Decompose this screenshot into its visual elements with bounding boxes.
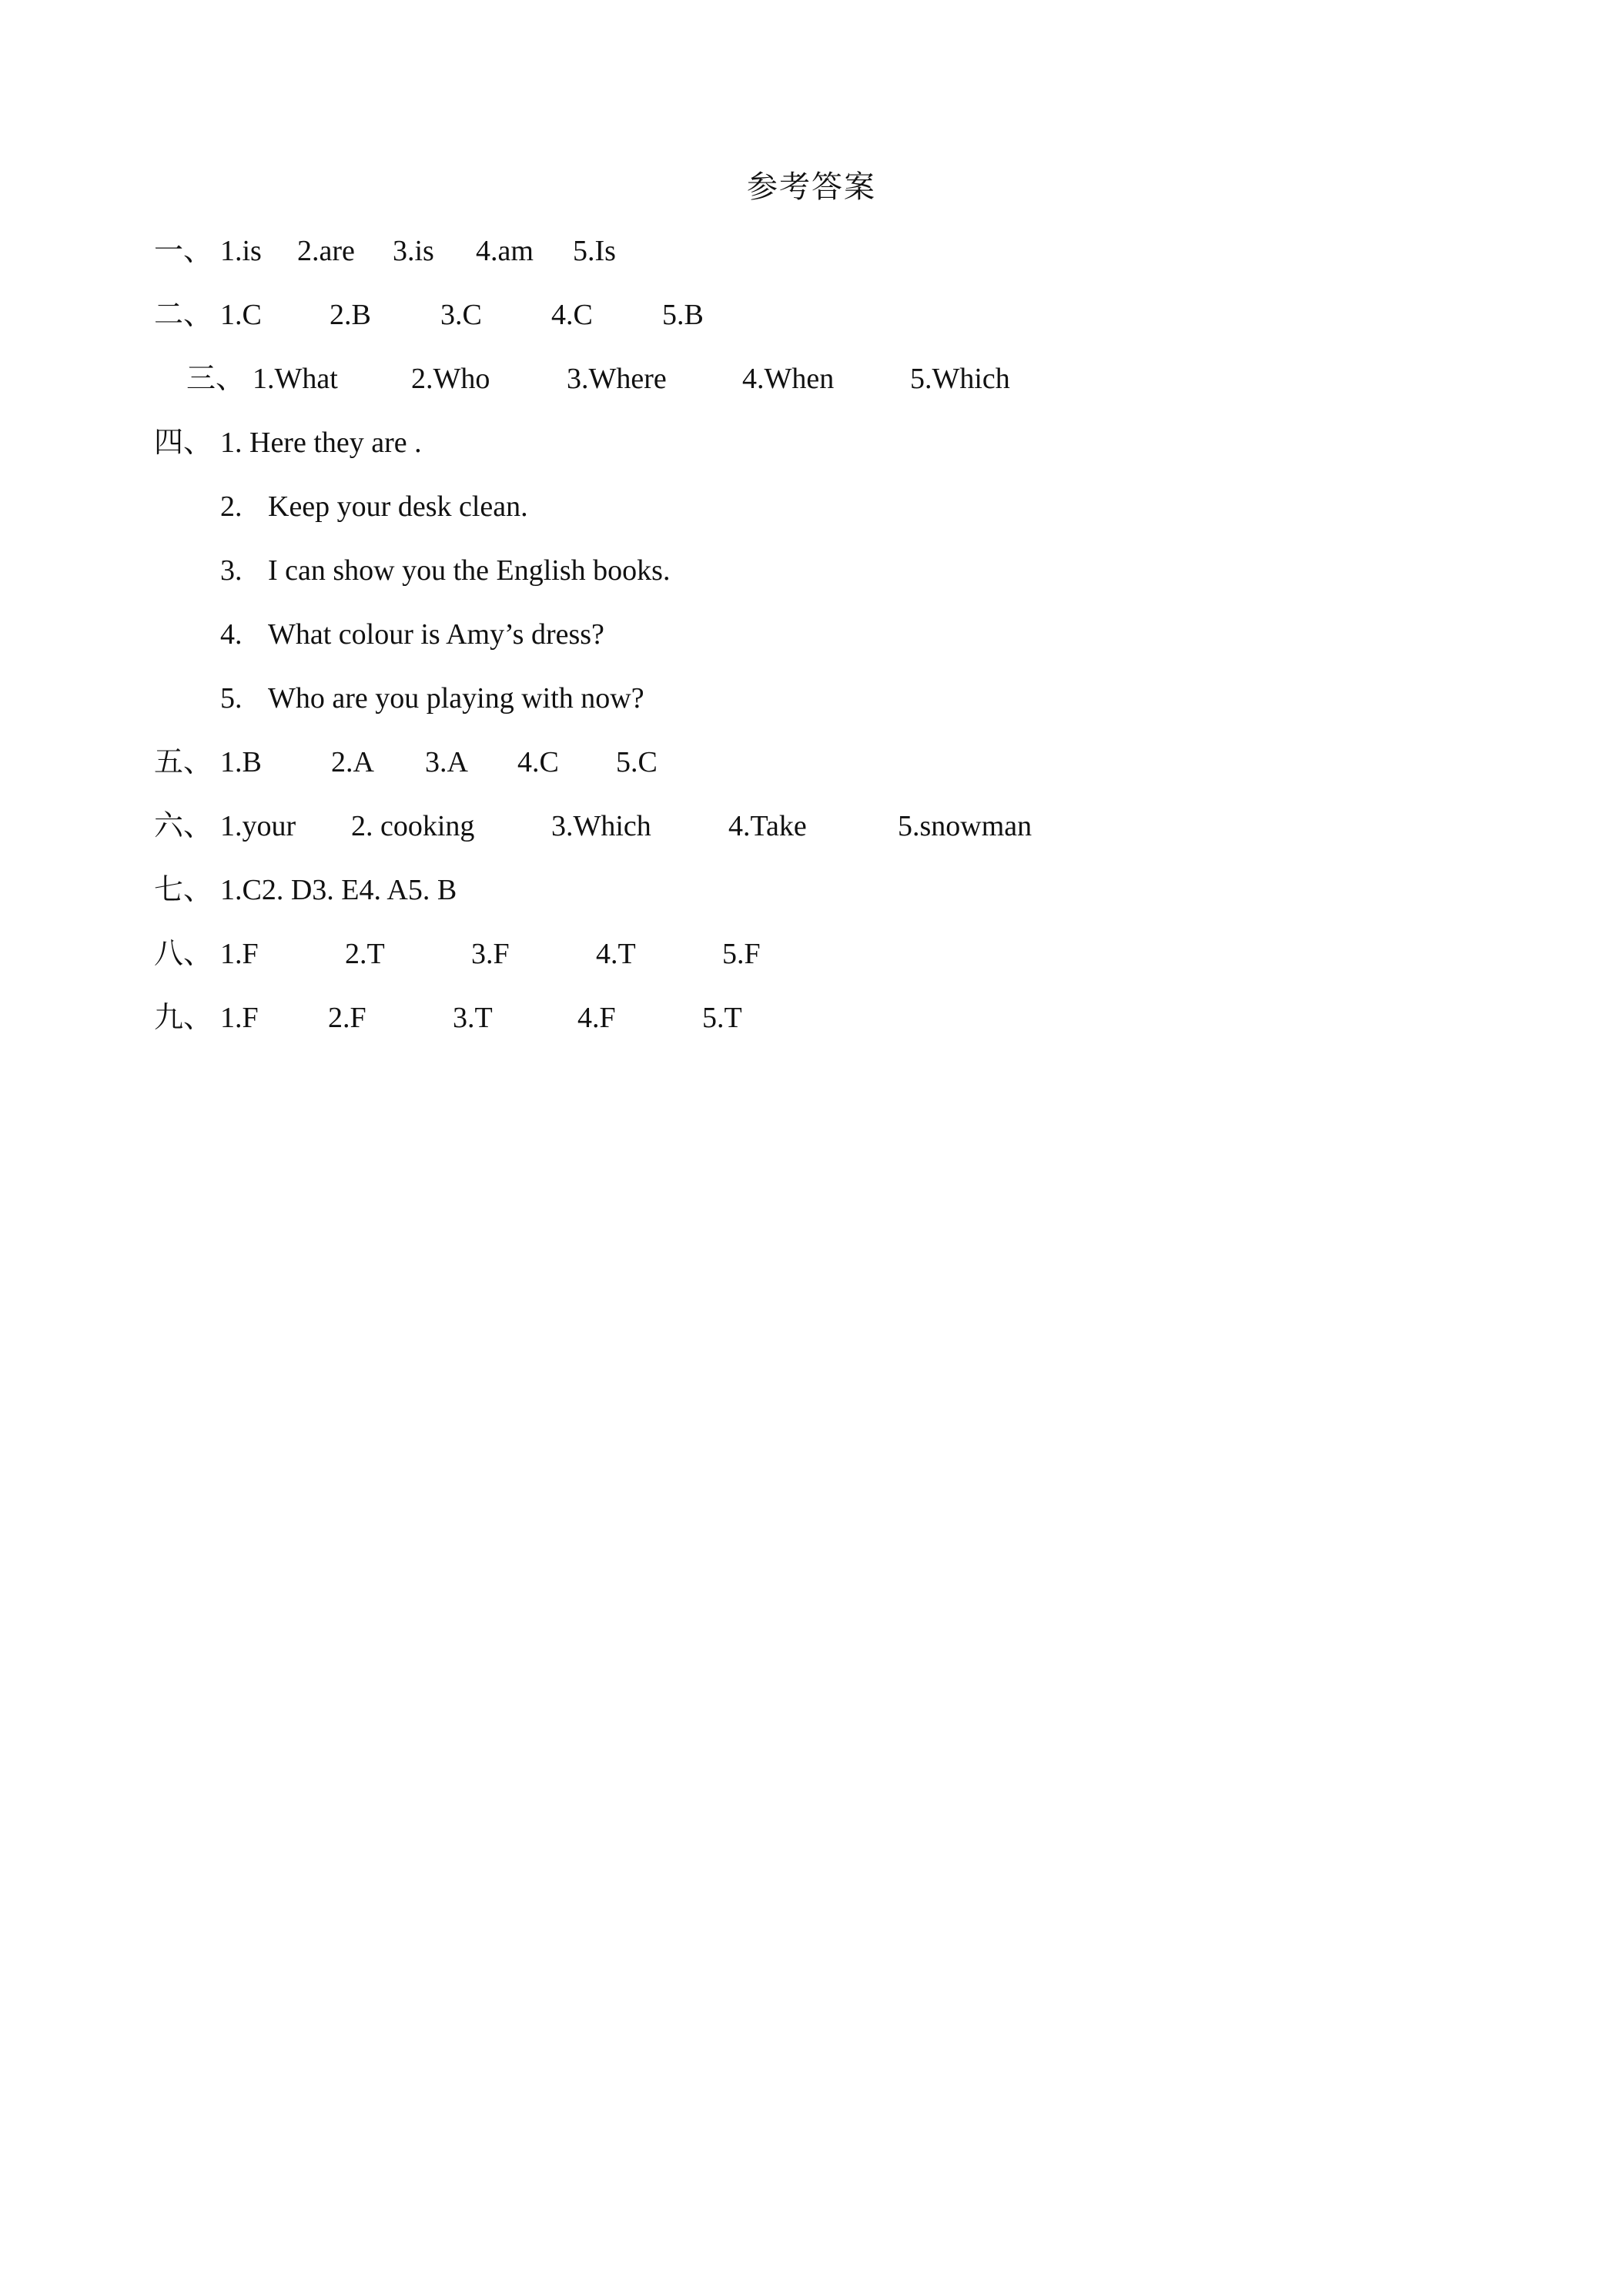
answer: 1.is <box>220 235 262 267</box>
section-label: 一、 <box>154 235 213 267</box>
answer: 2.Who <box>411 363 490 395</box>
answer: 1.your <box>220 810 296 842</box>
item-text: I can show you the English books. <box>268 554 671 587</box>
section-label: 五、 <box>154 746 213 778</box>
answer: 3.A <box>425 746 468 778</box>
answer: 5.B <box>662 299 704 331</box>
section-label: 二、 <box>154 299 213 331</box>
section-label: 四、 <box>154 427 213 459</box>
answer: 1.What <box>253 363 338 395</box>
answer: 2.F <box>328 1002 366 1034</box>
item-text: Keep your desk clean. <box>268 490 528 523</box>
answer: 3.is <box>393 235 434 267</box>
section-label: 六、 <box>154 810 213 842</box>
section-label: 三、 <box>186 363 246 395</box>
answer: 4.am <box>476 235 534 267</box>
section-label: 七、 <box>154 874 213 906</box>
answer: 1.C2. D3. E4. A5. B <box>220 874 457 906</box>
answer: 5.Which <box>910 363 1010 395</box>
answer: 5.C <box>616 746 658 778</box>
item-number: 4. <box>220 618 243 651</box>
answer: 2.A <box>331 746 374 778</box>
answer: 3.F <box>471 938 510 970</box>
answer: 4.T <box>596 938 636 970</box>
section-label: 九、 <box>154 1002 213 1034</box>
page-title: 参考答案 <box>747 169 876 204</box>
section-label: 八、 <box>154 938 213 970</box>
answer: 4.F <box>577 1002 616 1034</box>
answer: 1.B <box>220 746 262 778</box>
answer: 5.F <box>722 938 761 970</box>
answer: 1. Here they are . <box>220 427 422 459</box>
answer: 2. cooking <box>351 810 475 842</box>
answer: 3.T <box>453 1002 493 1034</box>
answer: 1.F <box>220 1002 259 1034</box>
answer: 1.C <box>220 299 262 331</box>
answer: 3.Where <box>567 363 667 395</box>
answer: 5.snowman <box>898 810 1032 842</box>
answer: 4.C <box>517 746 559 778</box>
answer: 5.T <box>702 1002 742 1034</box>
item-text: Who are you playing with now? <box>268 682 644 715</box>
answer: 4.When <box>742 363 835 395</box>
answer: 3.C <box>440 299 482 331</box>
item-text: What colour is Amy’s dress? <box>268 618 604 651</box>
answer: 2.B <box>330 299 371 331</box>
answer: 2.T <box>345 938 385 970</box>
answer: 2.are <box>297 235 355 267</box>
answer: 5.Is <box>573 235 616 267</box>
item-number: 5. <box>220 682 243 715</box>
item-number: 3. <box>220 554 243 587</box>
item-number: 2. <box>220 490 243 523</box>
answer: 1.F <box>220 938 259 970</box>
answer: 3.Which <box>551 810 651 842</box>
answer: 4.Take <box>728 810 807 842</box>
answer: 4.C <box>551 299 593 331</box>
